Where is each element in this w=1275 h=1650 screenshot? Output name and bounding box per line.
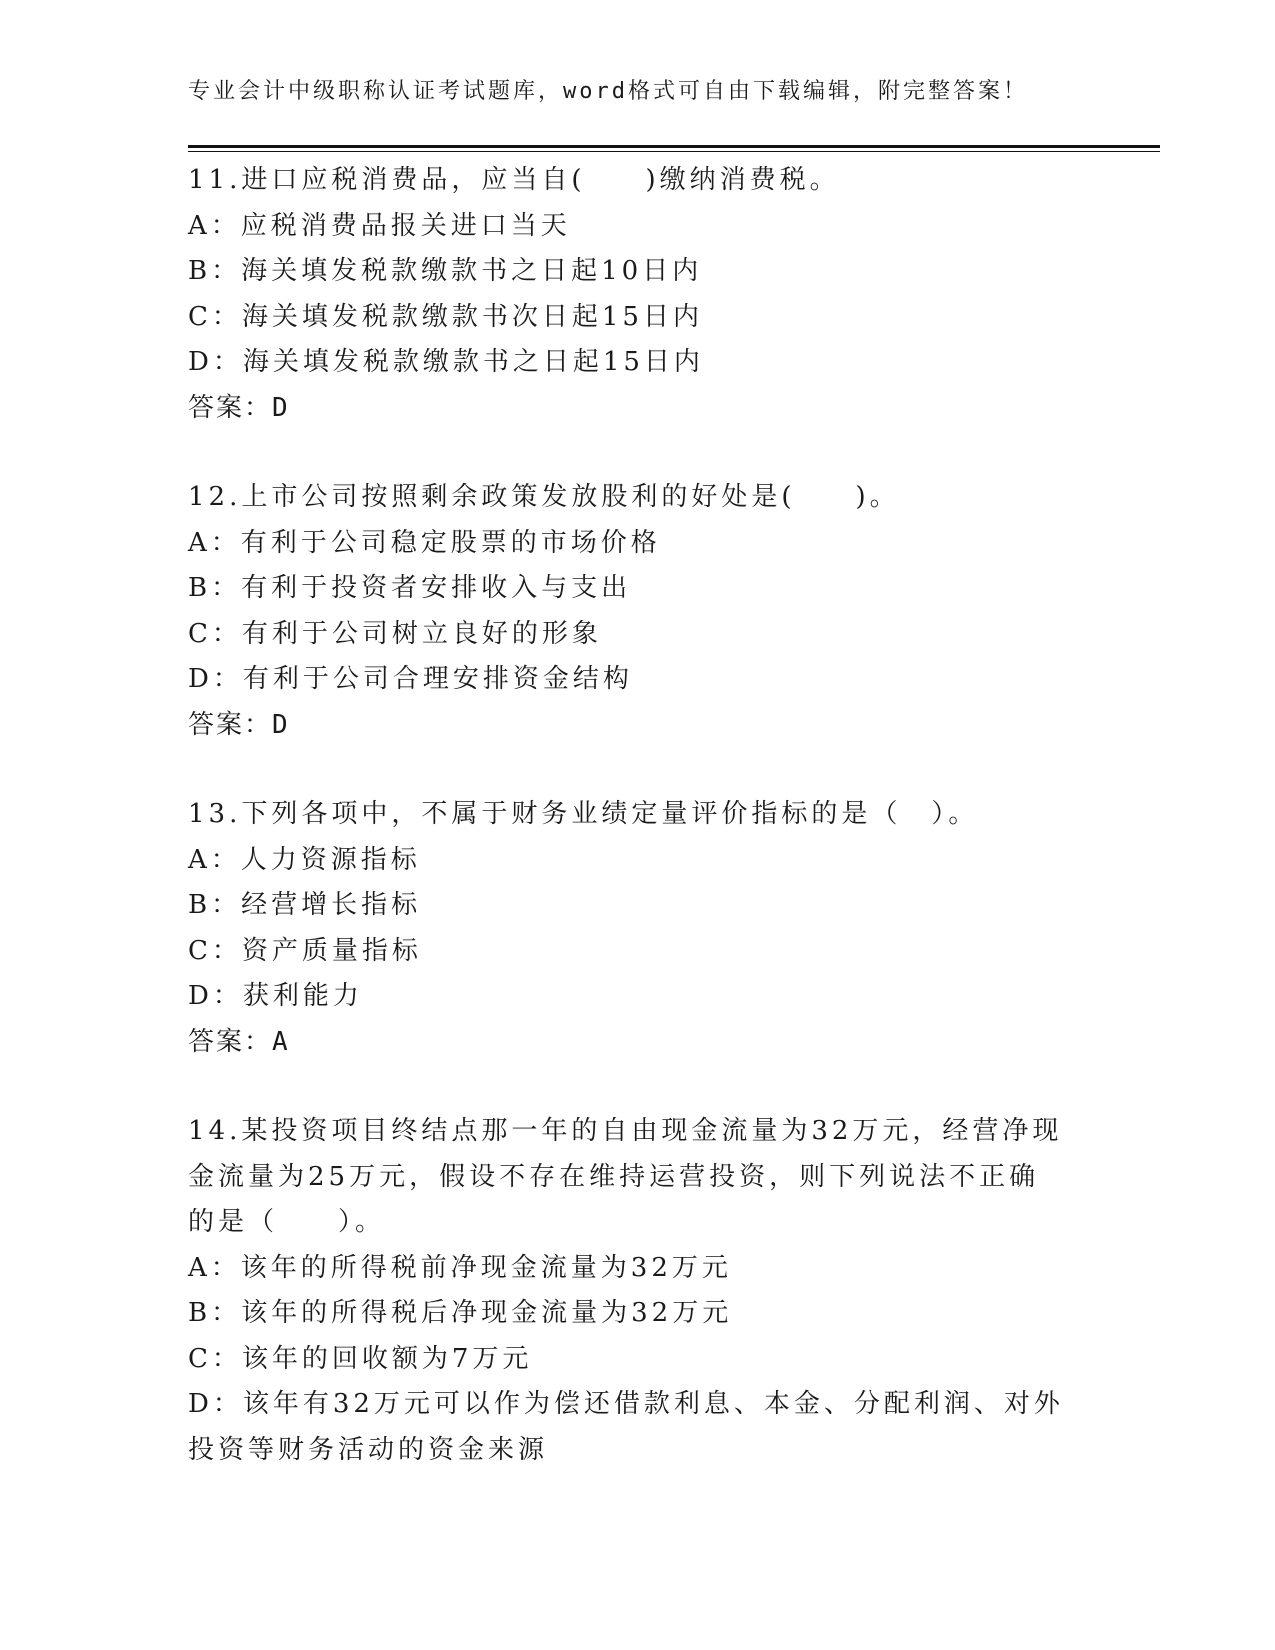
question-stem: 13.下列各项中，不属于财务业绩定量评价指标的是（ ）。: [188, 799, 979, 829]
question-14: [188, 1109, 1068, 1473]
option-b: B：经营增长指标: [188, 890, 422, 920]
option-a: A：人力资源指标: [188, 844, 421, 875]
option-a: A：该年的所得税前净现金流量为32万元: [188, 1252, 732, 1283]
answer-line: [188, 386, 1068, 432]
option-a: A：有利于公司稳定股票的市场价格: [188, 527, 661, 558]
answer-line: [188, 1020, 1068, 1066]
answer-label: 答案：: [188, 709, 273, 740]
answer-line: [188, 703, 1068, 749]
option-c: C：有利于公司树立良好的形象: [188, 618, 602, 649]
option-d: D：获利能力: [188, 981, 363, 1011]
question-13: [188, 792, 1068, 1065]
option-b: B：该年的所得税后净现金流量为32万元: [188, 1298, 733, 1328]
header-divider-thick: [188, 145, 1160, 148]
option-b: B：海关填发税款缴款书之日起10日内: [188, 256, 703, 286]
answer-label: 答案：: [188, 1026, 273, 1057]
header-divider-thin: [188, 151, 1160, 152]
question-stem: 14.某投资项目终结点那一年的自由现金流量为32万元，经营净现金流量为25万元，假设不存在维持运营投资，则下列说法不正确的是（ ）。: [188, 1116, 1063, 1237]
option-c: C：该年的回收额为7万元: [188, 1343, 533, 1374]
option-a: A：应税消费品报关进口当天: [188, 210, 571, 241]
answer-value: D: [272, 392, 290, 423]
document-header: 专业会计中级职称认证考试题库，word格式可自由下载编辑，附完整答案！: [188, 79, 1028, 104]
option-d: D：海关填发税款缴款书之日起15日内: [188, 347, 704, 377]
option-b: B：有利于投资者安排收入与支出: [188, 573, 632, 603]
answer-value: A: [272, 1026, 290, 1057]
question-12: [188, 475, 1068, 748]
answer-label: 答案：: [188, 392, 273, 423]
option-d: D：该年有32万元可以作为偿还借款利息、本金、分配利润、对外投资等财务活动的资金来源: [188, 1389, 1064, 1465]
option-c: C：海关填发税款缴款书次日起15日内: [188, 301, 703, 332]
answer-value: D: [272, 709, 290, 740]
question-stem: 12.上市公司按照剩余政策发放股利的好处是( )。: [188, 482, 900, 512]
option-d: D：有利于公司合理安排资金结构: [188, 664, 633, 694]
question-list: [188, 158, 1068, 1517]
option-c: C：资产质量指标: [188, 935, 422, 966]
question-stem: 11.进口应税消费品，应当自( )缴纳消费税。: [188, 165, 840, 195]
question-11: [188, 158, 1068, 431]
